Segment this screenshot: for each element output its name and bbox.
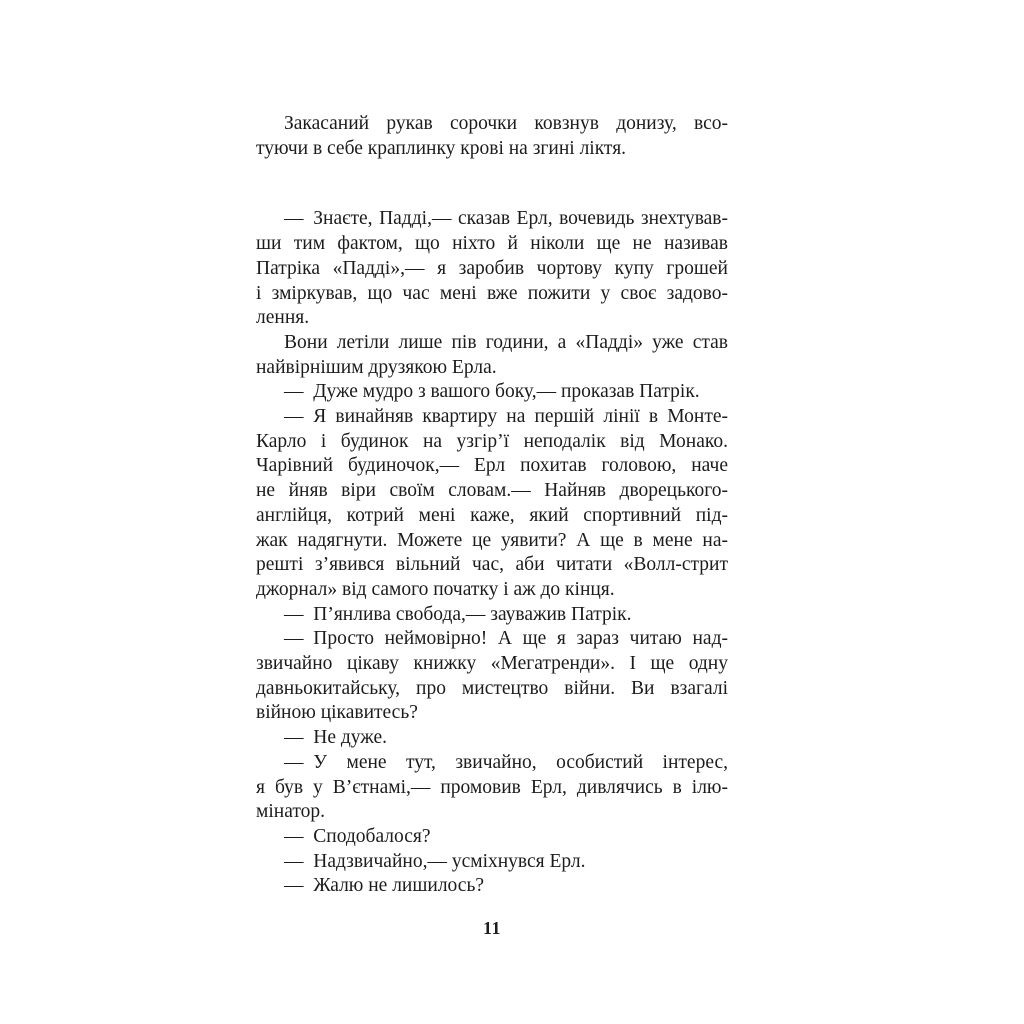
text-line: найвірнішим друзякою Ерла. xyxy=(256,356,497,378)
text-line: я був у В’єтнамі,— промовив Ерл, дивлячись в ілю- xyxy=(256,776,728,798)
text-line: жак надягнути. Можете це уявити? А ще в мене на- xyxy=(256,529,728,551)
text-line: Чарівний будиночок,— Ерл похитав головою, наче xyxy=(256,455,728,477)
paragraph xyxy=(256,850,728,875)
paragraph xyxy=(256,112,728,161)
page-number: 11 xyxy=(482,918,501,938)
text-line: ши тим фактом, що ніхто й ніколи ще не називав xyxy=(256,233,728,255)
text-line: Карло і будинок на узгір’ї неподалік від Монако. xyxy=(256,430,728,452)
text-line: — Я винайняв квартиру на першій лінії в Монте- xyxy=(284,406,728,428)
text-line: — У мене тут, звичайно, особистий інтерес, xyxy=(284,751,728,773)
text-line: лення. xyxy=(256,307,310,329)
text-line: — Знаєте, Падді,— сказав Ерл, вочевидь знехтував- xyxy=(284,208,728,230)
text-line: — Жалю не лишилось? xyxy=(284,875,484,897)
text-line: війною цікавитесь? xyxy=(256,702,418,724)
paragraph xyxy=(256,825,728,850)
text-line: не йняв віри своїм словам.— Найняв дворецького- xyxy=(256,480,728,502)
text-line: — Надзвичайно,— усміхнувся Ерл. xyxy=(284,850,586,872)
paragraph xyxy=(256,331,728,380)
text-line: туючи в себе краплинку крові на згині ліктя. xyxy=(256,137,627,159)
text-line: мінатор. xyxy=(256,801,325,823)
paragraph xyxy=(256,207,728,331)
text-line: джорнал» від самого початку і аж до кінця. xyxy=(256,578,615,600)
text-block xyxy=(256,112,728,899)
text-line: і зміркував, що час мені вже пожити у своє задово- xyxy=(256,282,728,304)
text-line: — П’янлива свобода,— зауважив Патрік. xyxy=(284,603,632,625)
text-line: звичайно цікаву книжку «Мегатренди». І ще одну xyxy=(256,653,728,675)
text-line: — Не дуже. xyxy=(284,727,388,749)
text-line: англійця, котрий мені каже, який спортивний під- xyxy=(256,504,728,526)
text-line: давньокитайську, про мистецтво війни. Ви взагалі xyxy=(256,677,728,699)
paragraph xyxy=(256,603,728,628)
text-line: — Дуже мудро з вашого боку,— проказав Патрік. xyxy=(284,381,700,403)
paragraph xyxy=(256,751,728,825)
text-line: решті з’явився вільний час, аби читати «Волл-стрит xyxy=(256,554,728,576)
paragraph xyxy=(256,726,728,751)
text-line: — Сподобалося? xyxy=(284,825,431,847)
text-line: Патріка «Падді»,— я заробив чортову купу грошей xyxy=(256,257,728,279)
text-line: Вони летіли лише пів години, а «Падді» уже став xyxy=(284,331,728,353)
paragraph xyxy=(256,627,728,726)
paragraph xyxy=(256,874,728,899)
paragraph xyxy=(256,405,728,603)
text-line: — Просто неймовірно! А ще я зараз читаю над- xyxy=(284,628,728,650)
text-line: Закасаний рукав сорочки ковзнув донизу, всо- xyxy=(284,113,728,134)
paragraph xyxy=(256,380,728,405)
